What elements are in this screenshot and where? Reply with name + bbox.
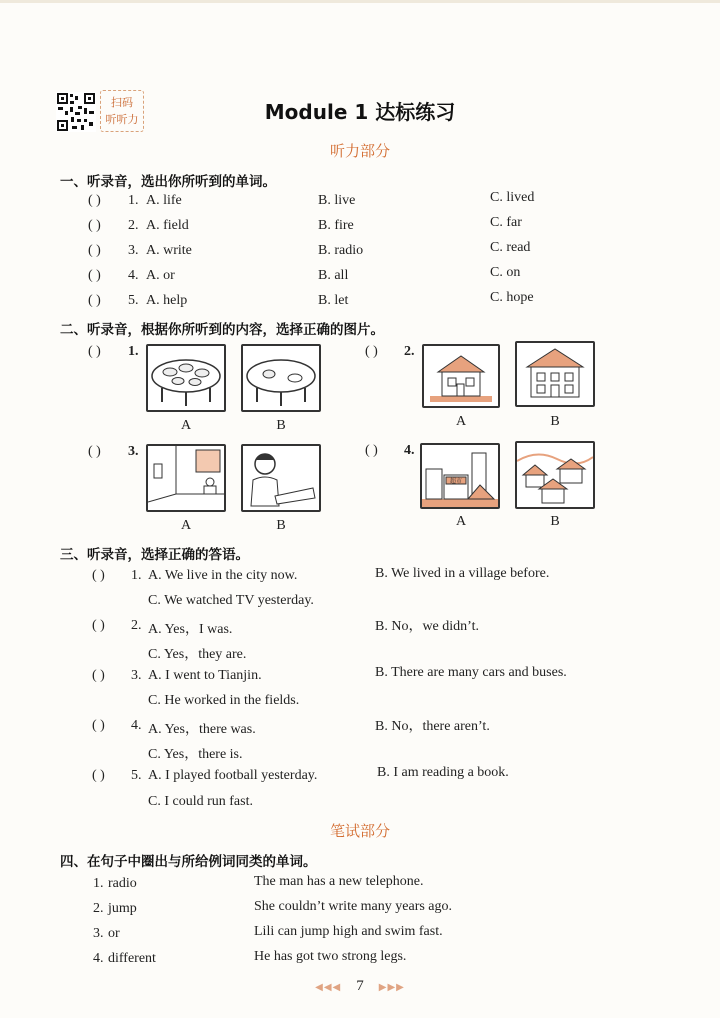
boy-reading-icon — [243, 446, 319, 510]
item-number: 5. — [128, 293, 139, 308]
item-number: 1. — [131, 568, 142, 583]
village-houses-icon — [517, 443, 593, 507]
option-c: C. Yes，they are. — [148, 647, 247, 662]
answer-blank[interactable]: ( ) — [88, 243, 101, 258]
big-house-icon — [517, 343, 593, 405]
right-arrows-icon: ▶▶▶ — [378, 982, 405, 993]
picture-option-a[interactable] — [422, 344, 500, 408]
option-a: A. Yes，there was. — [148, 722, 256, 737]
option-c: C. He worked in the fields. — [148, 693, 300, 708]
option-c: C. I could run fast. — [148, 794, 253, 809]
option-b: B. No，there aren’t. — [375, 719, 490, 734]
item-number: 5. — [131, 768, 142, 783]
picture-option-a[interactable] — [420, 443, 500, 509]
example-word: radio — [108, 876, 137, 891]
picture-option-b[interactable] — [241, 444, 321, 512]
answer-blank[interactable]: ( ) — [365, 344, 378, 359]
page-title: Module 1 达标练习 — [264, 100, 456, 124]
option-a: A. help — [146, 293, 188, 308]
option-c: C. lived — [490, 190, 535, 205]
item-number: 3. — [131, 668, 142, 683]
item-number: 2. — [128, 218, 139, 233]
part4-heading: 四、在句子中圈出与所给例词同类的单词。 — [60, 854, 317, 870]
option-c: C. far — [490, 215, 522, 230]
item-number: 2. — [93, 901, 104, 916]
label-a: A — [180, 418, 192, 433]
table-with-dishes-icon — [148, 346, 224, 410]
part2-heading: 二、听录音，根据你所听到的内容，选择正确的图片。 — [60, 322, 384, 338]
option-a: A. life — [146, 193, 182, 208]
option-b: B. No，we didn’t. — [375, 619, 479, 634]
option-a: A. field — [146, 218, 189, 233]
picture-option-a[interactable] — [146, 444, 226, 512]
option-a: A. or — [146, 268, 175, 283]
part1-heading: 一、听录音，选出你所听到的单词。 — [60, 174, 276, 190]
option-b: B. all — [318, 268, 349, 283]
table-with-one-dish-icon — [243, 346, 319, 410]
option-a: A. write — [146, 243, 192, 258]
sentence[interactable]: He has got two strong legs. — [254, 949, 407, 964]
answer-blank[interactable]: ( ) — [92, 668, 105, 683]
option-b: B. I am reading a book. — [377, 765, 509, 780]
option-a: A. I played football yesterday. — [148, 768, 318, 783]
picture-option-b[interactable] — [241, 344, 321, 412]
option-c: C. We watched TV yesterday. — [148, 593, 314, 608]
city-buildings-icon — [422, 445, 498, 507]
item-number: 4. — [128, 268, 139, 283]
example-word: jump — [108, 901, 137, 916]
answer-blank[interactable]: ( ) — [92, 568, 105, 583]
label-a: A — [455, 414, 467, 429]
writing-section-title: 笔试部分 — [329, 822, 390, 840]
page-footer — [0, 978, 720, 995]
item-number: 3. — [128, 444, 139, 459]
answer-blank[interactable]: ( ) — [88, 293, 101, 308]
example-word: different — [108, 951, 156, 966]
sentence[interactable]: Lili can jump high and swim fast. — [254, 924, 443, 939]
item-number: 4. — [93, 951, 104, 966]
label-b: B — [550, 514, 560, 529]
picture-option-b[interactable] — [515, 341, 595, 407]
answer-blank[interactable]: ( ) — [88, 218, 101, 233]
label-b: B — [276, 518, 286, 533]
item-number: 4. — [404, 443, 415, 458]
picture-option-a[interactable] — [146, 344, 226, 412]
item-number: 2. — [404, 344, 415, 359]
option-b: B. fire — [318, 218, 354, 233]
item-number: 4. — [131, 718, 142, 733]
small-house-icon — [424, 346, 498, 406]
label-a: A — [455, 514, 467, 529]
answer-blank[interactable]: ( ) — [88, 344, 101, 359]
label-b: B — [276, 418, 286, 433]
item-number: 1. — [128, 344, 139, 359]
item-number: 1. — [93, 876, 104, 891]
sentence[interactable]: She couldn’t write many years ago. — [254, 899, 453, 914]
item-number: 1. — [128, 193, 139, 208]
listening-section-title: 听力部分 — [329, 142, 390, 160]
option-a: A. Yes，I was. — [148, 622, 233, 637]
answer-blank[interactable]: ( ) — [88, 193, 101, 208]
option-b: B. There are many cars and buses. — [375, 665, 567, 680]
scan-label: 扫码 — [111, 96, 133, 109]
left-arrows-icon: ◀◀◀ — [315, 982, 342, 993]
answer-blank[interactable]: ( ) — [92, 718, 105, 733]
label-a: A — [180, 518, 192, 533]
option-c: C. on — [490, 265, 521, 280]
option-a: A. I went to Tianjin. — [148, 668, 262, 683]
option-a: A. We live in the city now. — [148, 568, 298, 583]
listen-label: 听听力 — [105, 113, 139, 126]
option-c: C. read — [490, 240, 531, 255]
option-b: B. radio — [318, 243, 364, 258]
answer-blank[interactable]: ( ) — [88, 444, 101, 459]
picture-option-b[interactable] — [515, 441, 595, 509]
example-word: or — [108, 926, 120, 941]
part3-heading: 三、听录音，选择正确的答语。 — [60, 547, 249, 563]
option-b: B. live — [318, 193, 356, 208]
answer-blank[interactable]: ( ) — [88, 268, 101, 283]
answer-blank[interactable]: ( ) — [92, 618, 105, 633]
top-border — [0, 0, 720, 3]
page-number: 7 — [356, 978, 364, 994]
room-with-window-icon — [148, 446, 224, 510]
item-number: 2. — [131, 618, 142, 633]
option-c: C. hope — [490, 290, 534, 305]
supermarket-sign: 超市 — [449, 478, 463, 485]
answer-blank[interactable]: ( ) — [365, 443, 378, 458]
option-b: B. We lived in a village before. — [375, 566, 550, 581]
answer-blank[interactable]: ( ) — [92, 768, 105, 783]
item-number: 3. — [93, 926, 104, 941]
item-number: 3. — [128, 243, 139, 258]
option-b: B. let — [318, 293, 349, 308]
option-c: C. Yes，there is. — [148, 747, 243, 762]
sentence[interactable]: The man has a new telephone. — [254, 874, 424, 889]
label-b: B — [550, 414, 560, 429]
